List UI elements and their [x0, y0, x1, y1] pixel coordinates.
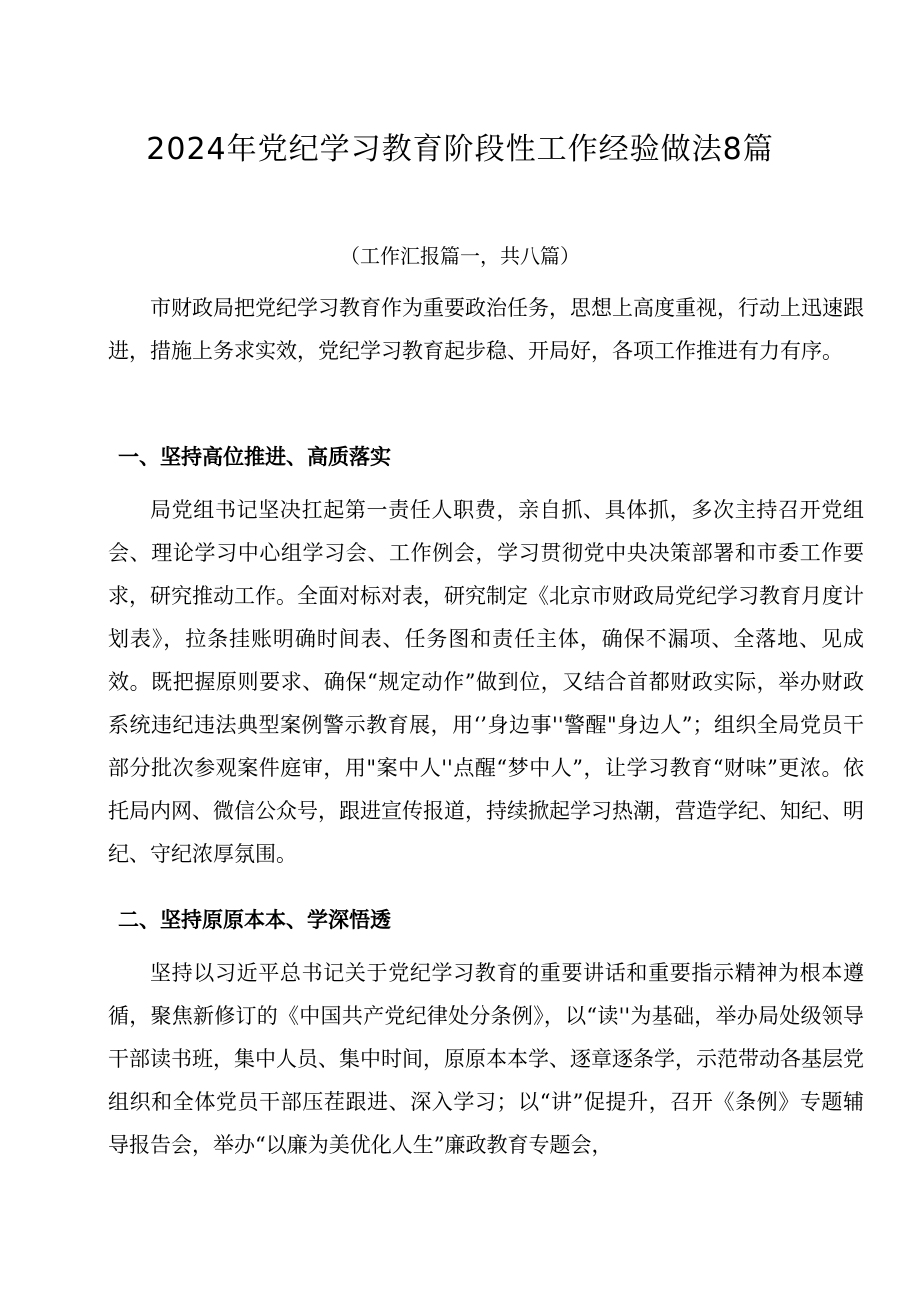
document-title: 2024年党纪学习教育阶段性工作经验做法8篇 — [146, 132, 774, 167]
section-1-paragraph: 局党组书记坚决扛起第一责任人职费，亲自抓、具体抓，多次主持召开党组会、理论学习中心组学习会、工作例会，学习贯彻党中央决策部署和市委工作要求，研究推动工作。全面对标对表，研究制定《北京市财政局党纪学习教育月度计划表》，拉条挂账明确时间表、任务图和责任主体，确保不漏项、全落地、见成效。既把握原则要求、确保“规定动作”做到位，又结合首都财政实际，举办财政系统违纪违法典型案例警示教育展，用‘’身边事''警醒"身边人”；组织全局党员干部分批次参观案件庭审，用"案中人''点醒“梦中人”，让学习教育“财味”更浓。依托局内网、微信公众号，跟进宣传报道，持续掀起学习热潮，营造学纪、知纪、明纪、守纪浓厚氛围。 — [108, 498, 864, 866]
section-heading-1: 一、坚持高位推进、高质落实 — [118, 445, 391, 469]
section-heading-2: 二、坚持原原本本、学深悟透 — [118, 908, 391, 932]
section-2-paragraph: 坚持以习近平总书记关于党纪学习教育的重要讲话和重要指示精神为根本遵循，聚焦新修订的《中国共产党纪律处分条例》，以“读''为基础，举办局处级领导干部读书班，集中人员、集中时间，原原本本学、逐章逐条学，示范带动各基层党组织和全体党员干部压茬跟进、深入学习；以“讲”促提升，召开《条例》专题辅导报告会，举办“以廉为美优化人生”廉政教育专题会， — [108, 961, 864, 1157]
document-subtitle: （工作汇报篇一，共八篇） — [340, 244, 580, 268]
intro-paragraph: 市财政局把党纪学习教育作为重要政治任务，思想上高度重视，行动上迅速跟进，措施上务求实效，党纪学习教育起步稳、开局好，各项工作推进有力有序。 — [108, 296, 864, 363]
